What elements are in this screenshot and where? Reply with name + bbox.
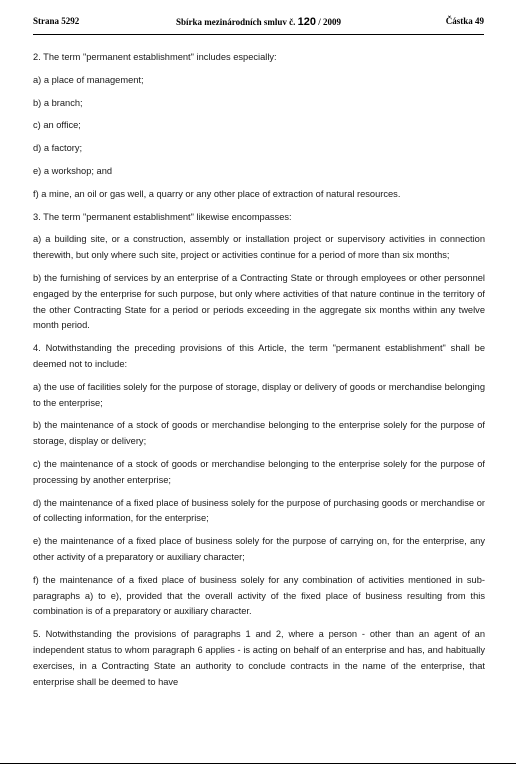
footer-divider — [0, 763, 516, 764]
paragraph: f) the maintenance of a fixed place of business solely for any combination of activities mentioned in sub-paragraphs a) to e), provided that the overall activity of the fixed place of business resulting from this combination is of a preparatory or auxiliary character. — [33, 574, 485, 617]
paragraph: c) the maintenance of a stock of goods or merchandise belonging to the enterprise solely for the purpose of processing by another enterprise; — [33, 458, 485, 485]
paragraph: b) the furnishing of services by an enterprise of a Contracting State or through employees or other personnel engaged by the enterprise for such purpose, but only where activities of that nature continue in the territory of the other Contracting State for a period or periods exceeding in the aggregate six months within any twelve month period. — [33, 272, 485, 331]
page-header — [33, 16, 484, 34]
collection-number: 120 — [297, 16, 316, 28]
collection-title-prefix: Sbírka mezinárodních smluv č. — [176, 17, 298, 27]
document-body — [33, 50, 485, 697]
paragraph: a) a place of management; — [33, 74, 144, 85]
paragraph: e) the maintenance of a fixed place of business solely for the purpose of carrying on, for the enterprise, any other activity of a preparatory or auxiliary character; — [33, 536, 485, 562]
paragraph: c) an office; — [33, 120, 81, 131]
paragraph: 4. Notwithstanding the preceding provisions of this Article, the term "permanent establishment" shall be deemed not to include: — [33, 343, 485, 369]
page-number: Strana 5292 — [33, 16, 80, 26]
issue-number: Částka 49 — [445, 16, 484, 26]
paragraph: d) a factory; — [33, 143, 83, 154]
paragraph: f) a mine, an oil or gas well, a quarry or any other place of extraction of natural resources. — [33, 188, 401, 199]
collection-title — [33, 16, 484, 28]
paragraph: 5. Notwithstanding the provisions of paragraphs 1 and 2, where a person - other than an agent of an independent status to whom paragraph 6 applies - is acting on behalf of an enterprise and has, and habitually exercises, in a Contracting State an authority to conclude contracts in the name of the enterprise, that enterprise shall be deemed to have — [33, 629, 485, 687]
paragraph: e) a workshop; and — [33, 165, 113, 176]
paragraph: 3. The term "permanent establishment" likewise encompasses: — [33, 211, 292, 222]
header-divider — [33, 34, 484, 35]
paragraph: a) a building site, or a construction, assembly or installation project or supervisory activities in connection therewith, but only where such site, project or activities continue for a period of more than six months; — [33, 234, 485, 261]
paragraph: b) a branch; — [33, 97, 83, 108]
collection-year: / 2009 — [315, 17, 341, 27]
paragraph: a) the use of facilities solely for the purpose of storage, display or delivery of goods or merchandise belonging to the enterprise; — [33, 381, 485, 408]
paragraph: b) the maintenance of a stock of goods or merchandise belonging to the enterprise solely for the purpose of storage, display or delivery; — [33, 420, 485, 447]
paragraph: d) the maintenance of a fixed place of business solely for the purpose of purchasing goods or merchandise or of collecting information, for the enterprise; — [33, 497, 485, 524]
paragraph: 2. The term "permanent establishment" includes especially: — [33, 52, 277, 62]
